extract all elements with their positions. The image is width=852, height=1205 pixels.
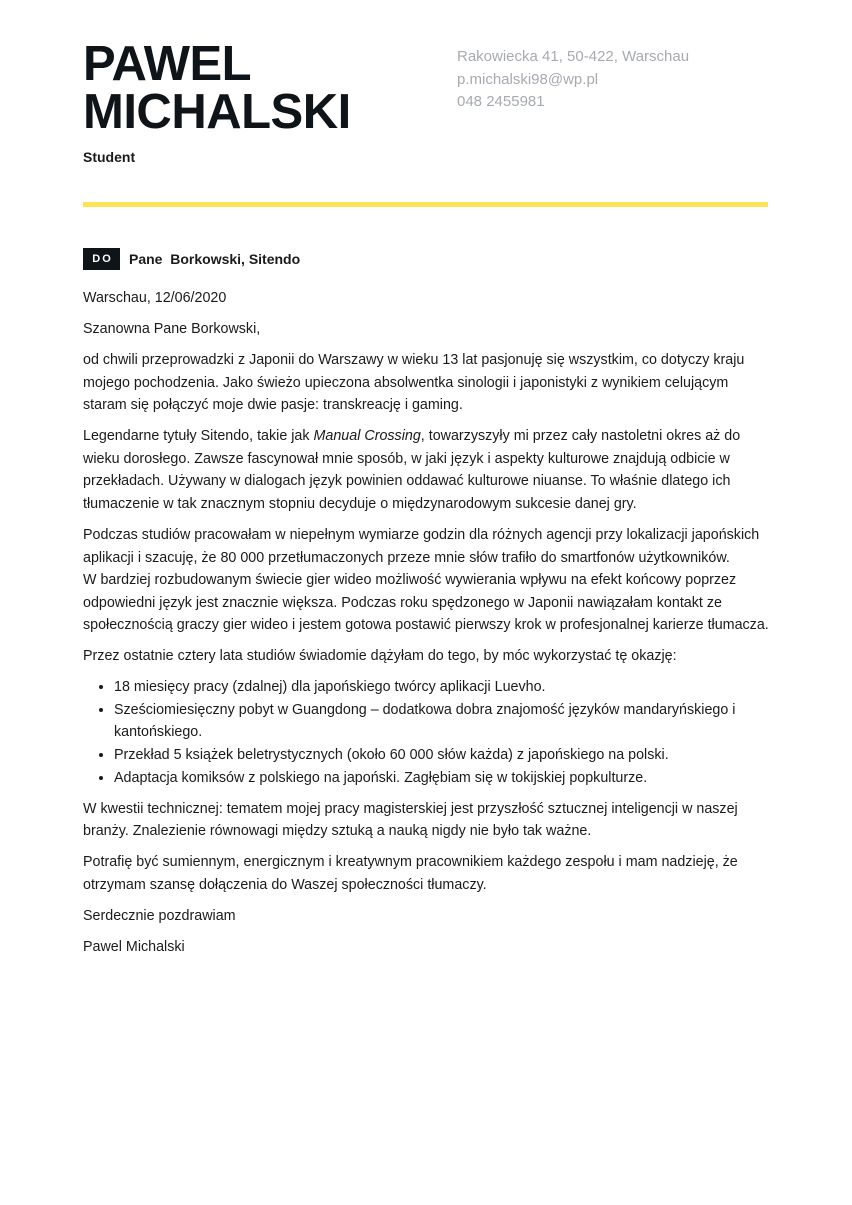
paragraph-technical: W kwestii technicznej: tematem mojej pracy magisterskiej jest przyszłość sztucznej inteligencji w naszej branży. Znalezienie równowagi między sztuką a nauką nigdy nie było tak ważne. — [83, 800, 738, 840]
letter-date: Warschau, 12/06/2020 — [83, 290, 227, 306]
paragraph-closing-statement: Potrafię być sumiennym, energicznym i kreatywnym pracownikiem każdego zespołu i mam nadzieję, że otrzymam szansę dołączenia do Waszej społeczności tłumaczy. — [83, 854, 738, 893]
to-badge: DO — [83, 248, 120, 270]
recipient-name: Pane Borkowski, Sitendo — [129, 251, 301, 267]
contact-email: p.michalski98@wp.pl — [457, 70, 599, 88]
list-item: • Przekład 5 książek beletrystycznych (około 60 000 słów każda) z japońskiego na polski. — [114, 744, 773, 767]
paragraph-experience-line2: W bardziej rozbudowanym świecie gier wideo możliwość wywierania wpływu na efekt końcowy poprzez odpowiedni język jest znacznie większa. Podczas roku spędzonego w Japonii nawiązałam kontakt ze społecznością graczy gier wideo i jestem gotowa postawić pierwszy krok w profesjonalnej karierze tłumacza. — [83, 572, 769, 634]
applicant-role: Student — [83, 149, 136, 165]
paragraph-experience — [83, 524, 773, 637]
applicant-name — [83, 37, 351, 139]
contact-address: Rakowiecka 41, 50-422, Warschau — [457, 48, 690, 65]
paragraph-sitendo-start: Legendarne tytuły Sitendo, takie jak — [83, 428, 314, 445]
paragraph-sitendo — [83, 425, 773, 515]
contact-block — [457, 46, 689, 114]
list-item: • Sześciomiesięczny pobyt w Guangdong – dodatkowa dobra znajomość języków mandaryńskiego i kantońskiego. — [114, 699, 773, 744]
paragraph-intro: od chwili przeprowadzki z Japonii do Warszawy w wieku 13 lat pasjonuję się wszystkim, co dotyczy kraju mojego pochodzenia. Jako świeżo upieczona absolwentka sinologii i japonistyki z wynikiem celującym staram się połączyć moje dwie pasje: transkreację i gaming. — [83, 351, 745, 414]
contact-phone: 048 2455981 — [457, 93, 545, 110]
achievements-list — [83, 676, 773, 789]
paragraph-sitendo-end: , towarzyszyły mi przez cały nastoletni okres aż do wieku dorosłego. Zawsze fascynował mnie sposób, w jaki język i aspekty kulturowe znajdują odbicie w przekładach. Używany w dialogach język powinien oddawać kulturowe niuanse. To właśnie dlatego ich tłumaczenie w tak znacznym stopniu decyduje o międzynarodowym sukcesie danej gry. — [83, 428, 741, 512]
list-item: • Adaptacja komiksów z polskiego na japoński. Zagłębiam się w tokijskiej popkulturze. — [114, 767, 773, 790]
letter-body — [83, 287, 773, 967]
first-name: PAWEL — [83, 37, 252, 91]
game-title: Manual Crossing — [313, 428, 421, 445]
letter-salutation: Szanowna Pane Borkowski, — [83, 320, 261, 337]
paragraph-list-intro: Przez ostatnie cztery lata studiów świadomie dążyłam do tego, by móc wykorzystać tę okazję: — [83, 648, 677, 665]
last-name: MICHALSKI — [83, 85, 351, 139]
letter-signature: Pawel Michalski — [83, 938, 185, 955]
list-item: • 18 miesięcy pracy (zdalnej) dla japońskiego twórcy aplikacji Luevho. — [114, 676, 773, 699]
recipient-line — [83, 248, 300, 270]
letter-closing: Serdecznie pozdrawiam — [83, 907, 236, 924]
paragraph-experience-line1: Podczas studiów pracowałam w niepełnym wymiarze godzin dla różnych agencji przy lokalizacji japońskich aplikacji i szacuję, że 80 000 przetłumaczonych przeze mnie słów trafiło do smartfonów użytkowników. — [83, 526, 760, 566]
accent-divider — [83, 202, 768, 207]
